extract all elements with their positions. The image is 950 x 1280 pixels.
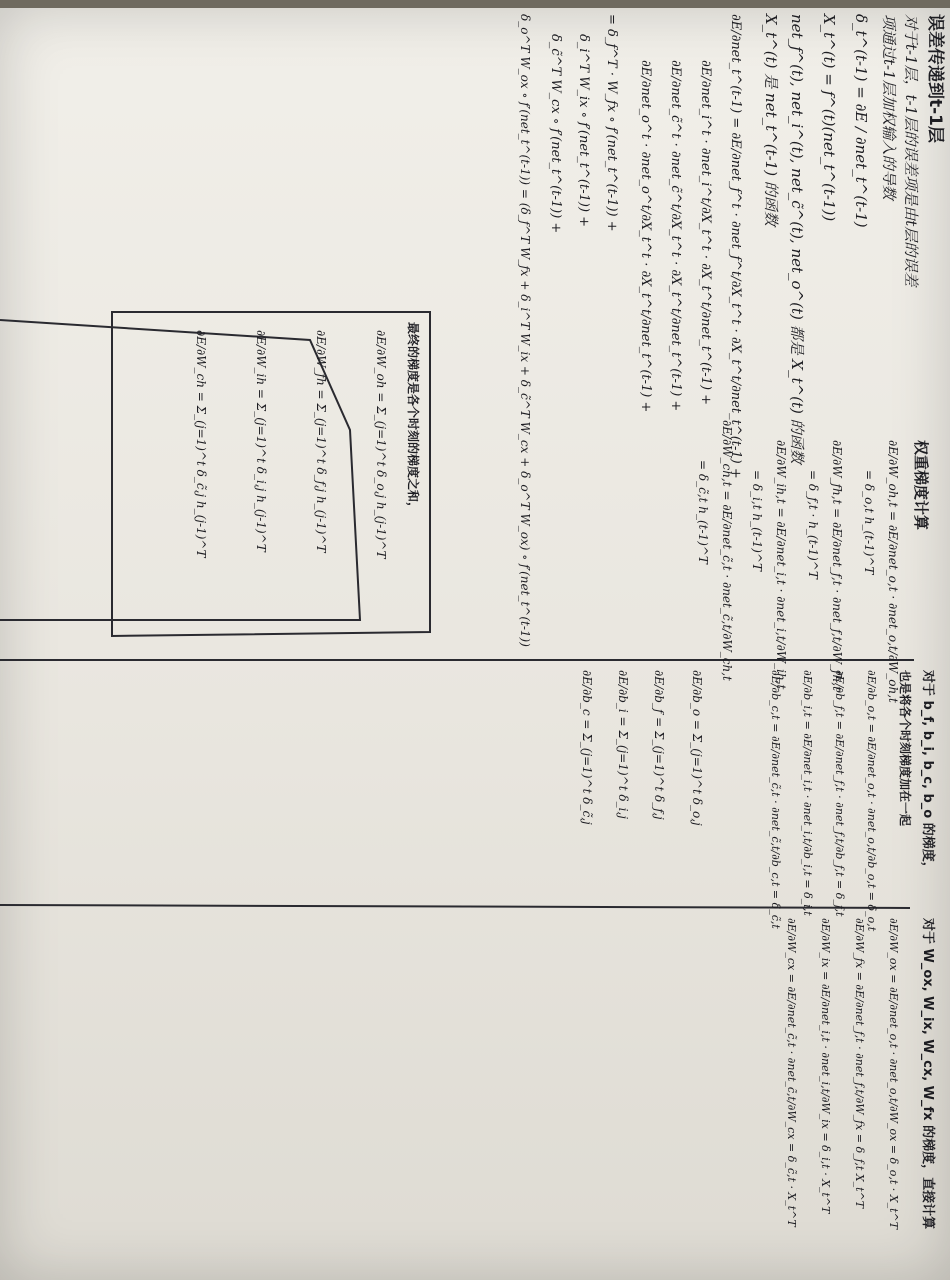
middle-line-3: ∂E/∂W_fh,t = ∂E/∂net_f,t · ∂net_f,t/∂W_fh,t [830, 440, 844, 691]
middle-line-4: = δ_f,t · h_(t-1)^T [806, 470, 820, 579]
bias-line-7: ∂E/∂b_i = Σ_(j=1)^t δ_i,j [616, 670, 630, 819]
bias-line-6: ∂E/∂b_f = Σ_(j=1)^t δ_f,j [652, 670, 666, 820]
left-line-13: δ_c̃^T W_cx ∘ f′(net_t^(t-1)) + [548, 34, 563, 234]
middle-line-7: ∂E/∂W_ch,t = ∂E/∂net_c̃,t · ∂net_c̃,t/∂W_ch,t [720, 420, 734, 681]
bias-heading: 对于 b_f, b_i, b_c, b_o 的梯度， [920, 670, 935, 875]
bias-line-1: ∂E/∂b_o,t = ∂E/∂net_o,t · ∂net_o,t/∂b_o,t = δ_o,t [865, 670, 878, 932]
weightx-line-4: ∂E/∂W_cx = ∂E/∂net_c̃,t · ∂net_c̃,t/∂W_cx = δ_c̃,t · X_t^T [785, 918, 798, 1227]
weightx-line-2: ∂E/∂W_fx = ∂E/∂net_f,t · ∂net_f,t/∂W_fx = δ_f,t X_t^T [853, 918, 866, 1209]
sum-box-line-1: ∂E/∂W_oh = Σ_(j=1)^t δ_o,j h_(j-1)^T [374, 330, 388, 559]
middle-line-8: = δ_c̃,t h_(t-1)^T [696, 460, 710, 564]
bias-line-3: ∂E/∂b_i,t = ∂E/∂net_i,t · ∂net_i,t/∂b_i,t = δ_i,t [801, 670, 814, 916]
left-line-14: δ_o^T W_ox ∘ f′(net_t^(t-1)) = (δ_f^T W_fx + δ_i^T W_ix + δ_c̃^T W_cx + δ_o^T W_ox) ∘ f′(net_t^(t-1)) [518, 14, 532, 647]
weightx-line-1: ∂E/∂W_ox = ∂E/∂net_o,t · ∂net_o,t/∂W_ox = δ_o,t · X_t^T [887, 918, 900, 1230]
middle-line-6: = δ_i,t h_(t-1)^T [750, 470, 764, 572]
left-line-1: 对于t-1层，t-1层的误差项是由t层的误差 [902, 14, 920, 287]
middle-heading: 权重梯度计算 [912, 440, 930, 531]
sum-box-title: 最终的梯度是各个时刻的梯度之和， [406, 322, 420, 515]
left-line-11: = δ_f^T · W_fx ∘ f′(net_t^(t-1)) + [604, 14, 619, 232]
sum-box-line-4: ∂E/∂W_ch = Σ_(j=1)^t δ_c̃,j h_(j-1)^T [194, 330, 208, 558]
left-line-9: ∂E/∂net_c̃^t · ∂net_c̃^t/∂X_t^t · ∂X_t^t/∂net_t^(t-1) + [668, 60, 683, 412]
middle-line-5: ∂E/∂W_ih,t = ∂E/∂net_i,t · ∂net_i,t/∂W_ih,t [774, 440, 788, 690]
weightx-heading: 对于 W_ox, W_ix, W_cx, W_fx 的梯度，直接计算 [920, 918, 935, 1230]
left-line-10: ∂E/∂net_o^t · ∂net_o^t/∂X_t^t · ∂X_t^t/∂net_t^(t-1) + [638, 60, 653, 413]
bias-subheading: 也是将各个时刻梯度加在一起 [898, 670, 912, 827]
left-line-6: X_t^(t) 是 net_t^(t-1) 的函数 [762, 14, 780, 226]
left-line-7: ∂E/∂net_t^(t-1) = ∂E/∂net_f^t · ∂net_f^t/∂X_t^t · ∂X_t^t/∂net_t^(t-1) + [728, 14, 743, 479]
weightx-line-3: ∂E/∂W_ix = ∂E/∂net_i,t · ∂net_i,t/∂W_ix = δ_i,t · X_t^T [819, 918, 832, 1214]
left-line-3: δ_t^(t-1) = ∂E / ∂net_t^(t-1) [852, 14, 870, 228]
left-line-12: δ_i^T W_ix ∘ f′(net_t^(t-1)) + [576, 34, 591, 228]
left-line-4: X_t^(t) = f^(t)(net_t^(t-1)) [820, 14, 838, 222]
bias-line-4: ∂E/∂b_c,t = ∂E/∂net_c̃,t · ∂net_c̃,t/∂b_c,t = δ_c̃,t [769, 670, 782, 929]
left-line-5: net_f^(t), net_i^(t), net_c̃^(t), net_o^(t) 都是 X_t^(t) 的函数 [788, 14, 806, 464]
sum-box-line-3: ∂E/∂W_ih = Σ_(j=1)^t δ_i,j h_(j-1)^T [254, 330, 268, 552]
middle-line-1: ∂E/∂W_oh,t = ∂E/∂net_o,t · ∂net_o,t/∂W_oh,t [886, 440, 900, 703]
bias-line-5: ∂E/∂b_o = Σ_(j=1)^t δ_o,j [690, 670, 704, 826]
bias-line-2: ∂E/∂b_f,t = ∂E/∂net_f,t · ∂net_f,t/∂b_f,t = δ_f,t [833, 670, 846, 917]
middle-line-2: = δ_o,t h_(t-1)^T [862, 470, 876, 575]
left-line-2: 项通过t-1层加权输入的导数 [880, 14, 898, 200]
bias-line-8: ∂E/∂b_c = Σ_(j=1)^t δ_c̃,j [580, 670, 594, 825]
sheet-title: 误差传递到t-1层 [925, 14, 945, 144]
left-line-8: ∂E/∂net_i^t · ∂net_i^t/∂X_t^t · ∂X_t^t/∂net_t^(t-1) + [698, 60, 713, 406]
sum-box-line-2: ∂E/∂W_fh = Σ_(j=1)^t δ_f,j h_(j-1)^T [314, 330, 328, 553]
